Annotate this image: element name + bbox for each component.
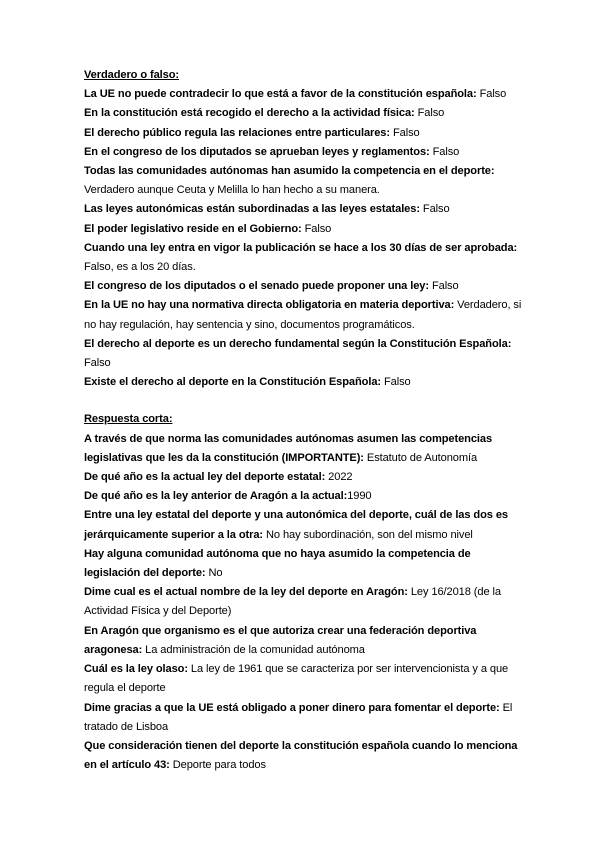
answer: No hay subordinación, son del mismo nivel — [263, 528, 473, 541]
list-item — [84, 660, 524, 698]
list-item — [84, 335, 524, 373]
answer: La administración de la comunidad autónoma — [142, 643, 365, 656]
answer: Estatuto de Autonomía — [363, 451, 478, 464]
list-item — [84, 124, 524, 143]
question: La UE no puede contradecir lo que está a favor de la constitución española: — [84, 88, 477, 101]
answer: Falso, es a los 20 días. — [84, 261, 196, 274]
question: En la constitución está recogido el derecho a la actividad física: — [84, 107, 415, 120]
answer: No — [205, 567, 223, 580]
short-answer-section — [84, 410, 524, 775]
list-item — [84, 239, 524, 277]
section-heading-short-answer: Respuesta corta: — [84, 413, 173, 426]
list-item — [84, 220, 524, 239]
answer: Falso — [301, 222, 332, 235]
list-item — [84, 699, 524, 737]
list-item — [84, 583, 524, 621]
question: De qué año es la actual ley del deporte estatal: — [84, 471, 326, 484]
answer: Verdadero aunque Ceuta y Melilla lo han hecho a su manera. — [84, 184, 380, 197]
question: Cuando una ley entra en vigor la publicación se hace a los 30 días de ser aprobada: — [84, 241, 518, 254]
list-item — [84, 468, 524, 487]
list-item — [84, 487, 524, 506]
answer: Falso — [389, 126, 420, 139]
answer: Falso — [419, 203, 450, 216]
question: En Aragón que organismo es el que autoriza crear una federación deportiva aragonesa: — [84, 624, 477, 656]
answer: Ley 16/2018 (de la Actividad Física y del Deporte) — [84, 586, 501, 618]
answer: Falso — [476, 88, 507, 101]
question: Cuál es la ley olaso: — [84, 663, 188, 676]
answer: Verdadero, si no hay regulación, hay sentencia y sino, documentos programáticos. — [84, 299, 522, 331]
answer: Falso — [429, 145, 460, 158]
list-item — [84, 545, 524, 583]
question: Todas las comunidades autónomas han asumido la competencia en el deporte: — [84, 165, 495, 178]
question: El poder legislativo reside en el Gobierno: — [84, 222, 302, 235]
answer: Deporte para todos — [169, 759, 266, 772]
question: Existe el derecho al deporte en la Constitución Española: — [84, 376, 381, 389]
answer: Falso — [380, 376, 411, 389]
answer: 2022 — [325, 471, 353, 484]
list-item — [84, 143, 524, 162]
question: El derecho al deporte es un derecho fundamental según la Constitución Española: — [84, 337, 512, 350]
list-item — [84, 162, 524, 200]
question: Dime cual es el actual nombre de la ley del deporte en Aragón: — [84, 586, 408, 599]
question: Las leyes autonómicas están subordinadas a las leyes estatales: — [84, 203, 420, 216]
list-item — [84, 506, 524, 544]
question: El congreso de los diputados o el senado puede proponer una ley: — [84, 280, 429, 293]
list-item — [84, 373, 524, 392]
question: Hay alguna comunidad autónoma que no haya asumido la competencia de legislación del deporte: — [84, 547, 471, 580]
question: Que consideración tienen del deporte la constitución española cuando lo menciona en el artículo 43: — [84, 739, 518, 772]
answer: 1990 — [347, 490, 372, 503]
document-content — [84, 66, 524, 775]
answer: Falso — [84, 357, 111, 370]
answer: La ley de 1961 que se caracteriza por ser intervencionista y a que regula el deporte — [84, 663, 509, 695]
question: En la UE no hay una normativa directa obligatoria en materia deportiva: — [84, 299, 455, 312]
question: De qué año es la ley anterior de Aragón a la actual: — [84, 490, 348, 503]
list-item — [84, 104, 524, 123]
question: Dime gracias a que la UE está obligado a poner dinero para fomentar el deporte: — [84, 701, 500, 714]
list-item — [84, 296, 524, 334]
list-item — [84, 737, 524, 775]
question: El derecho público regula las relaciones entre particulares: — [84, 126, 390, 139]
list-item — [84, 622, 524, 660]
section-heading-true-false: Verdadero o falso: — [84, 69, 179, 81]
question: En el congreso de los diputados se aprueban leyes y reglamentos: — [84, 145, 430, 158]
question: A través de que norma las comunidades autónomas asumen las competencias legislativas que les da la constitución (IMPORTANTE): — [84, 432, 493, 464]
list-item — [84, 200, 524, 219]
answer: Falso — [414, 107, 445, 120]
list-item — [84, 430, 524, 468]
answer: Falso — [428, 280, 459, 293]
list-item — [84, 277, 524, 296]
question: Entre una ley estatal del deporte y una autonómica del deporte, cuál de las dos es jerárquicamente superior a la otra: — [84, 509, 508, 541]
answer: El tratado de Lisboa — [84, 701, 513, 733]
list-item — [84, 85, 524, 104]
